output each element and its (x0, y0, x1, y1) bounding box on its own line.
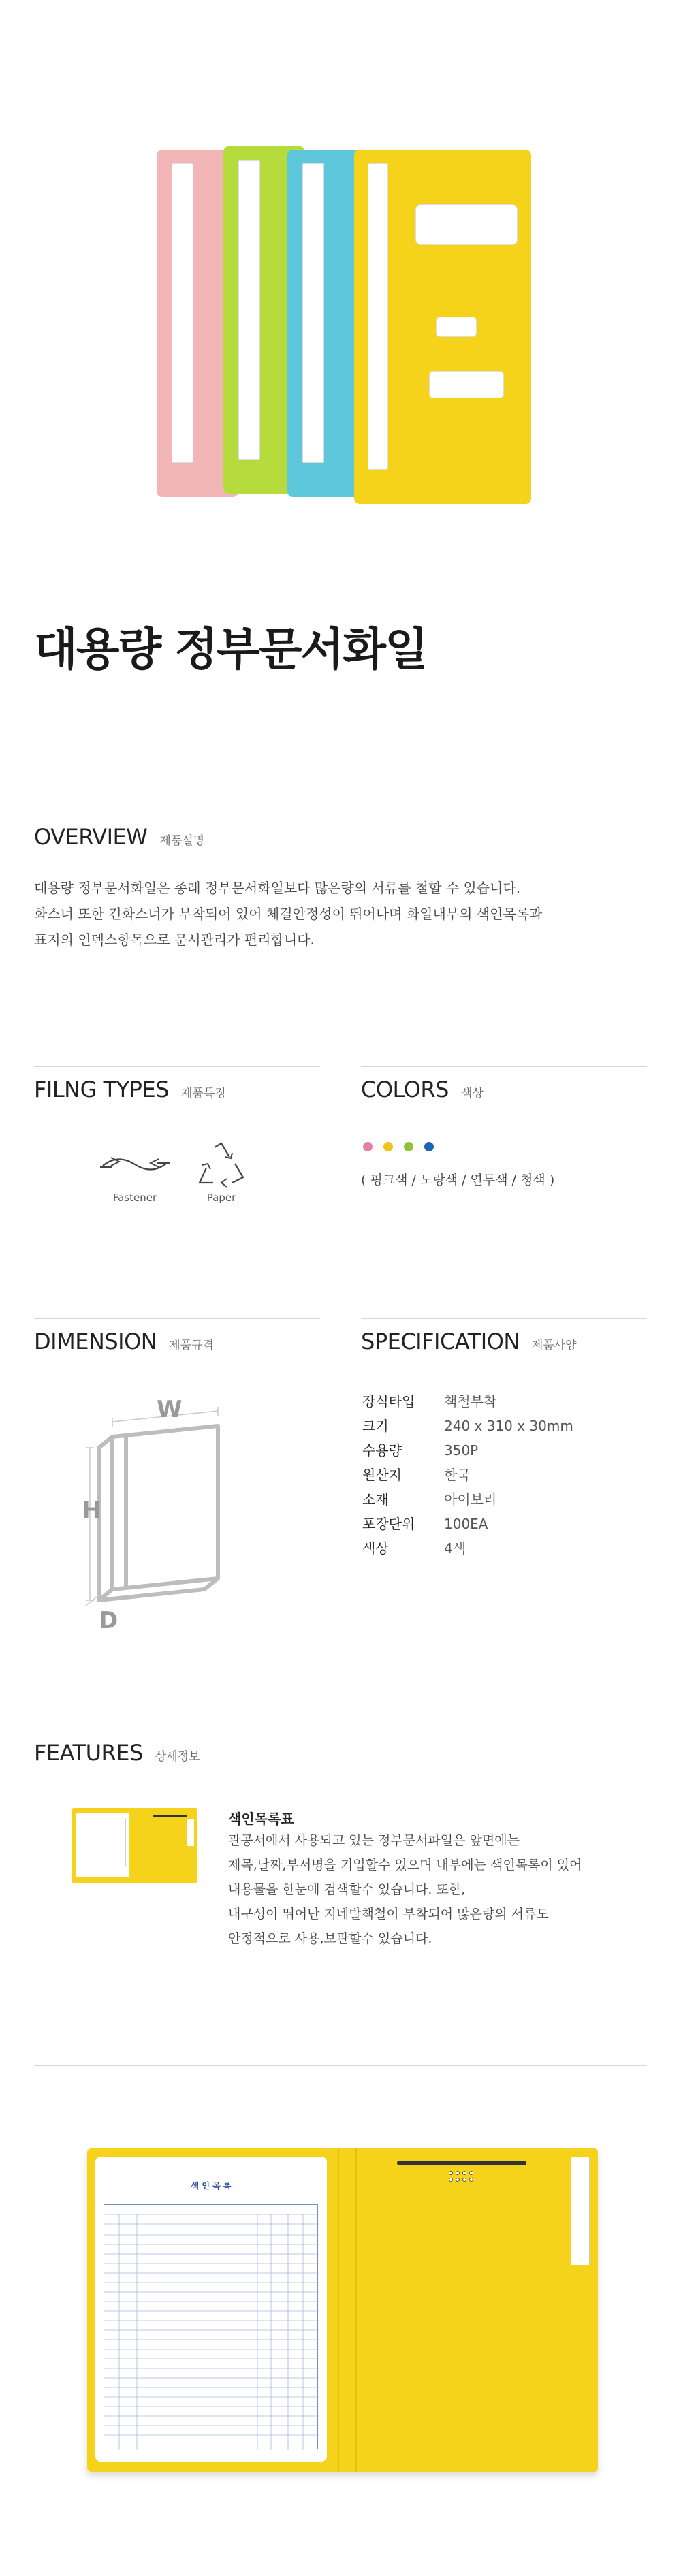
page-title: 대용량 정부문서화일 (34, 623, 427, 675)
spec-row: 원산지 한국 (362, 1467, 471, 1483)
colors-header (361, 1077, 484, 1102)
colors-list: ( 핑크색 / 노랑색 / 연두색 / 청색 ) (361, 1173, 555, 1188)
swatch-blue (424, 1142, 434, 1151)
colors-heading: COLORS (361, 1077, 449, 1102)
swatch-pink (363, 1142, 373, 1151)
swatch-green (404, 1142, 413, 1151)
feature-title: 색인목록표 (228, 1811, 294, 1827)
spec-row: 수용량 350P (362, 1442, 479, 1459)
dimension-subheading: 제품규격 (169, 1339, 214, 1352)
fastener-icon (97, 1151, 172, 1178)
index-sheet-title: 색 인 목 록 (191, 2181, 232, 2191)
spec-row: 소재 아이보리 (362, 1491, 497, 1508)
specification-header (361, 1329, 577, 1354)
spec-row: 색상 4색 (362, 1540, 466, 1557)
spec-row: 포장단위 100EA (362, 1516, 488, 1532)
fastener-label: Fastener (112, 1192, 157, 1204)
overview-description: 대용량 정부문서화일은 종래 정부문서화일보다 많은량의 서류를 철할 수 있습니다. 화스너 또한 긴화스너가 부착되어 있어 체결안정성이 뛰어나며 화일내부의 색인목록과 표지의 인덱스항목으로 문서관리가 편리합니다. (34, 880, 543, 948)
divider (361, 1066, 647, 1067)
specification-heading: SPECIFICATION (361, 1329, 520, 1354)
product-hero-image (136, 102, 545, 511)
index-tab (571, 2157, 590, 2265)
spec-table (362, 1389, 573, 1561)
open-binder-image (87, 2148, 598, 2472)
spec-row: 크기 240 x 310 x 30mm (362, 1418, 573, 1434)
features-heading: FEATURES (34, 1740, 143, 1766)
recycle-icon (194, 1141, 249, 1188)
index-sheet (95, 2157, 327, 2462)
colors-subheading: 색상 (460, 1087, 484, 1100)
dimension-heading: DIMENSION (34, 1329, 157, 1354)
overview-subheading: 제품설명 (159, 834, 205, 848)
fastener-slot (397, 2161, 526, 2165)
overview-heading: OVERVIEW (34, 824, 148, 850)
filing-header (34, 1077, 226, 1102)
spec-row: 장식타입 책철부착 (362, 1393, 497, 1410)
features-header (34, 1740, 200, 1766)
overview-header (34, 824, 204, 850)
filing-heading: FILNG TYPES (34, 1077, 169, 1102)
divider (34, 1066, 320, 1067)
divider (34, 1318, 320, 1319)
divider (34, 2065, 647, 2066)
dimension-header (34, 1329, 214, 1354)
dimension-d-label: D (99, 1607, 118, 1634)
paper-label: Paper (206, 1192, 236, 1204)
specification-subheading: 제품사양 (531, 1339, 577, 1352)
binder-yellow (354, 150, 531, 504)
feature-description: 관공서에서 사용되고 있는 정부문서파일은 앞면에는 제목,날짜,부서명을 기입할수 있으며 내부에는 색인목록이 있어 내용물을 한눈에 검색할수 있습니다. 또한, 내구성이 뛰어난 지네발책철이 부착되어 많은량의 서류도 안정적으로 사용,보관할수 있습니다. (228, 1833, 582, 1946)
features-subheading: 상세정보 (155, 1750, 200, 1764)
swatch-yellow (383, 1142, 393, 1151)
dimension-w-label: W (157, 1396, 183, 1423)
dimension-diagram (75, 1396, 252, 1621)
feature-thumbnail (72, 1808, 197, 1883)
color-swatches (363, 1141, 445, 1154)
filing-subheading: 제품특징 (181, 1087, 226, 1100)
divider (361, 1318, 647, 1319)
dimension-h-label: H (82, 1497, 101, 1524)
